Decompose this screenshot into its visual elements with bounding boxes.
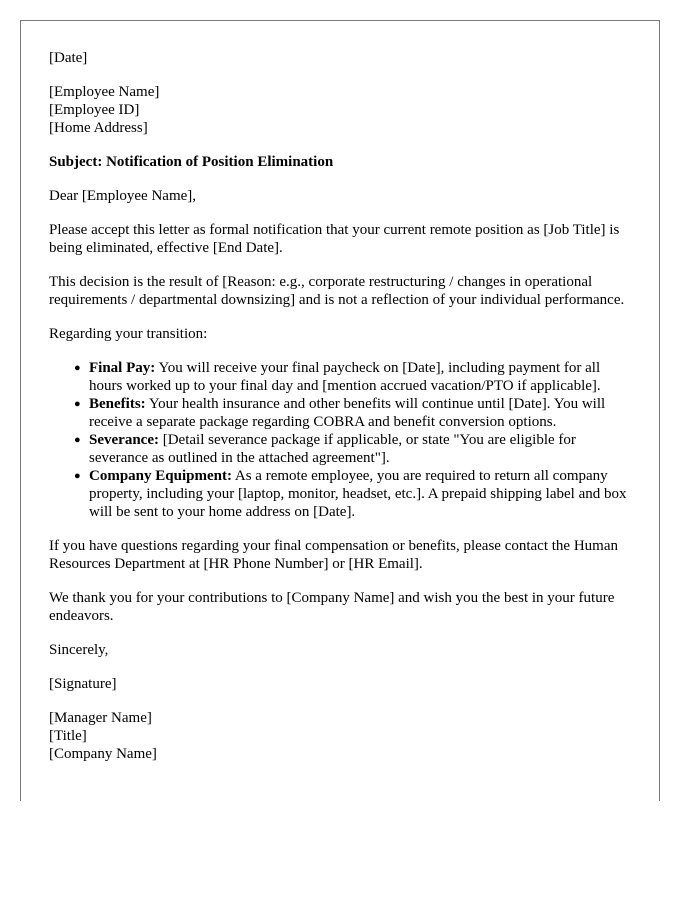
bullet-icon: ●: [74, 362, 81, 374]
signature-placeholder: [Signature]: [49, 676, 117, 692]
bullet-icon: ●: [74, 470, 81, 482]
transition-list: [49, 359, 631, 521]
severance-text: [Detail severance package if applicable, or state "You are eligible for severance as outlined in the attached agreement"].: [89, 432, 576, 466]
recipient-address: [Home Address]: [49, 120, 148, 136]
thanks-paragraph: We thank you for your contributions to [Company Name] and wish you the best in your future endeavors.: [49, 590, 615, 624]
final-pay-text: You will receive your final paycheck on [Date], including payment for all hours worked up to your final day and [mention accrued vacation/PTO if applicable].: [89, 360, 601, 394]
list-item: [74, 395, 631, 431]
transition-intro: Regarding your transition:: [49, 326, 208, 342]
letter-subject: Subject: Notification of Position Elimination: [49, 154, 334, 170]
questions-paragraph: If you have questions regarding your final compensation or benefits, please contact the Human Resources Department at [HR Phone Number] or [HR Email].: [49, 538, 618, 572]
reason-paragraph: This decision is the result of [Reason: e.g., corporate restructuring / changes in operational requirements / departmental downsizing] and is not a reflection of your individual performance.: [49, 274, 625, 308]
list-item: [74, 431, 631, 467]
benefits-term: Benefits:: [89, 396, 146, 412]
bullet-icon: ●: [74, 434, 81, 446]
list-item: [74, 467, 631, 521]
recipient-id: [Employee ID]: [49, 102, 140, 118]
final-pay-term: Final Pay:: [89, 360, 156, 376]
company-equipment-term: Company Equipment:: [89, 468, 232, 484]
sender-company: [Company Name]: [49, 746, 157, 762]
benefits-text: Your health insurance and other benefits will continue until [Date]. You will receive a separate package regarding COBRA and benefit conversion options.: [89, 396, 606, 430]
severance-term: Severance:: [89, 432, 159, 448]
letter-page: [20, 20, 660, 801]
recipient-name: [Employee Name]: [49, 84, 160, 100]
bullet-icon: ●: [74, 398, 81, 410]
letter-date: [Date]: [49, 50, 88, 66]
company-equipment-text: As a remote employee, you are required to return all company property, including your [laptop, monitor, headset, etc.]. A prepaid shipping label and box will be sent to your home address on [Date].: [89, 468, 627, 520]
salutation: Dear [Employee Name],: [49, 188, 197, 204]
sender-block: [49, 709, 631, 763]
sender-name: [Manager Name]: [49, 710, 152, 726]
sender-title: [Title]: [49, 728, 87, 744]
recipient-block: [49, 83, 631, 137]
closing: Sincerely,: [49, 642, 109, 658]
notice-paragraph: Please accept this letter as formal notification that your current remote position as [Job Title] is being eliminated, effective [End Date].: [49, 222, 620, 256]
list-item: [74, 359, 631, 395]
